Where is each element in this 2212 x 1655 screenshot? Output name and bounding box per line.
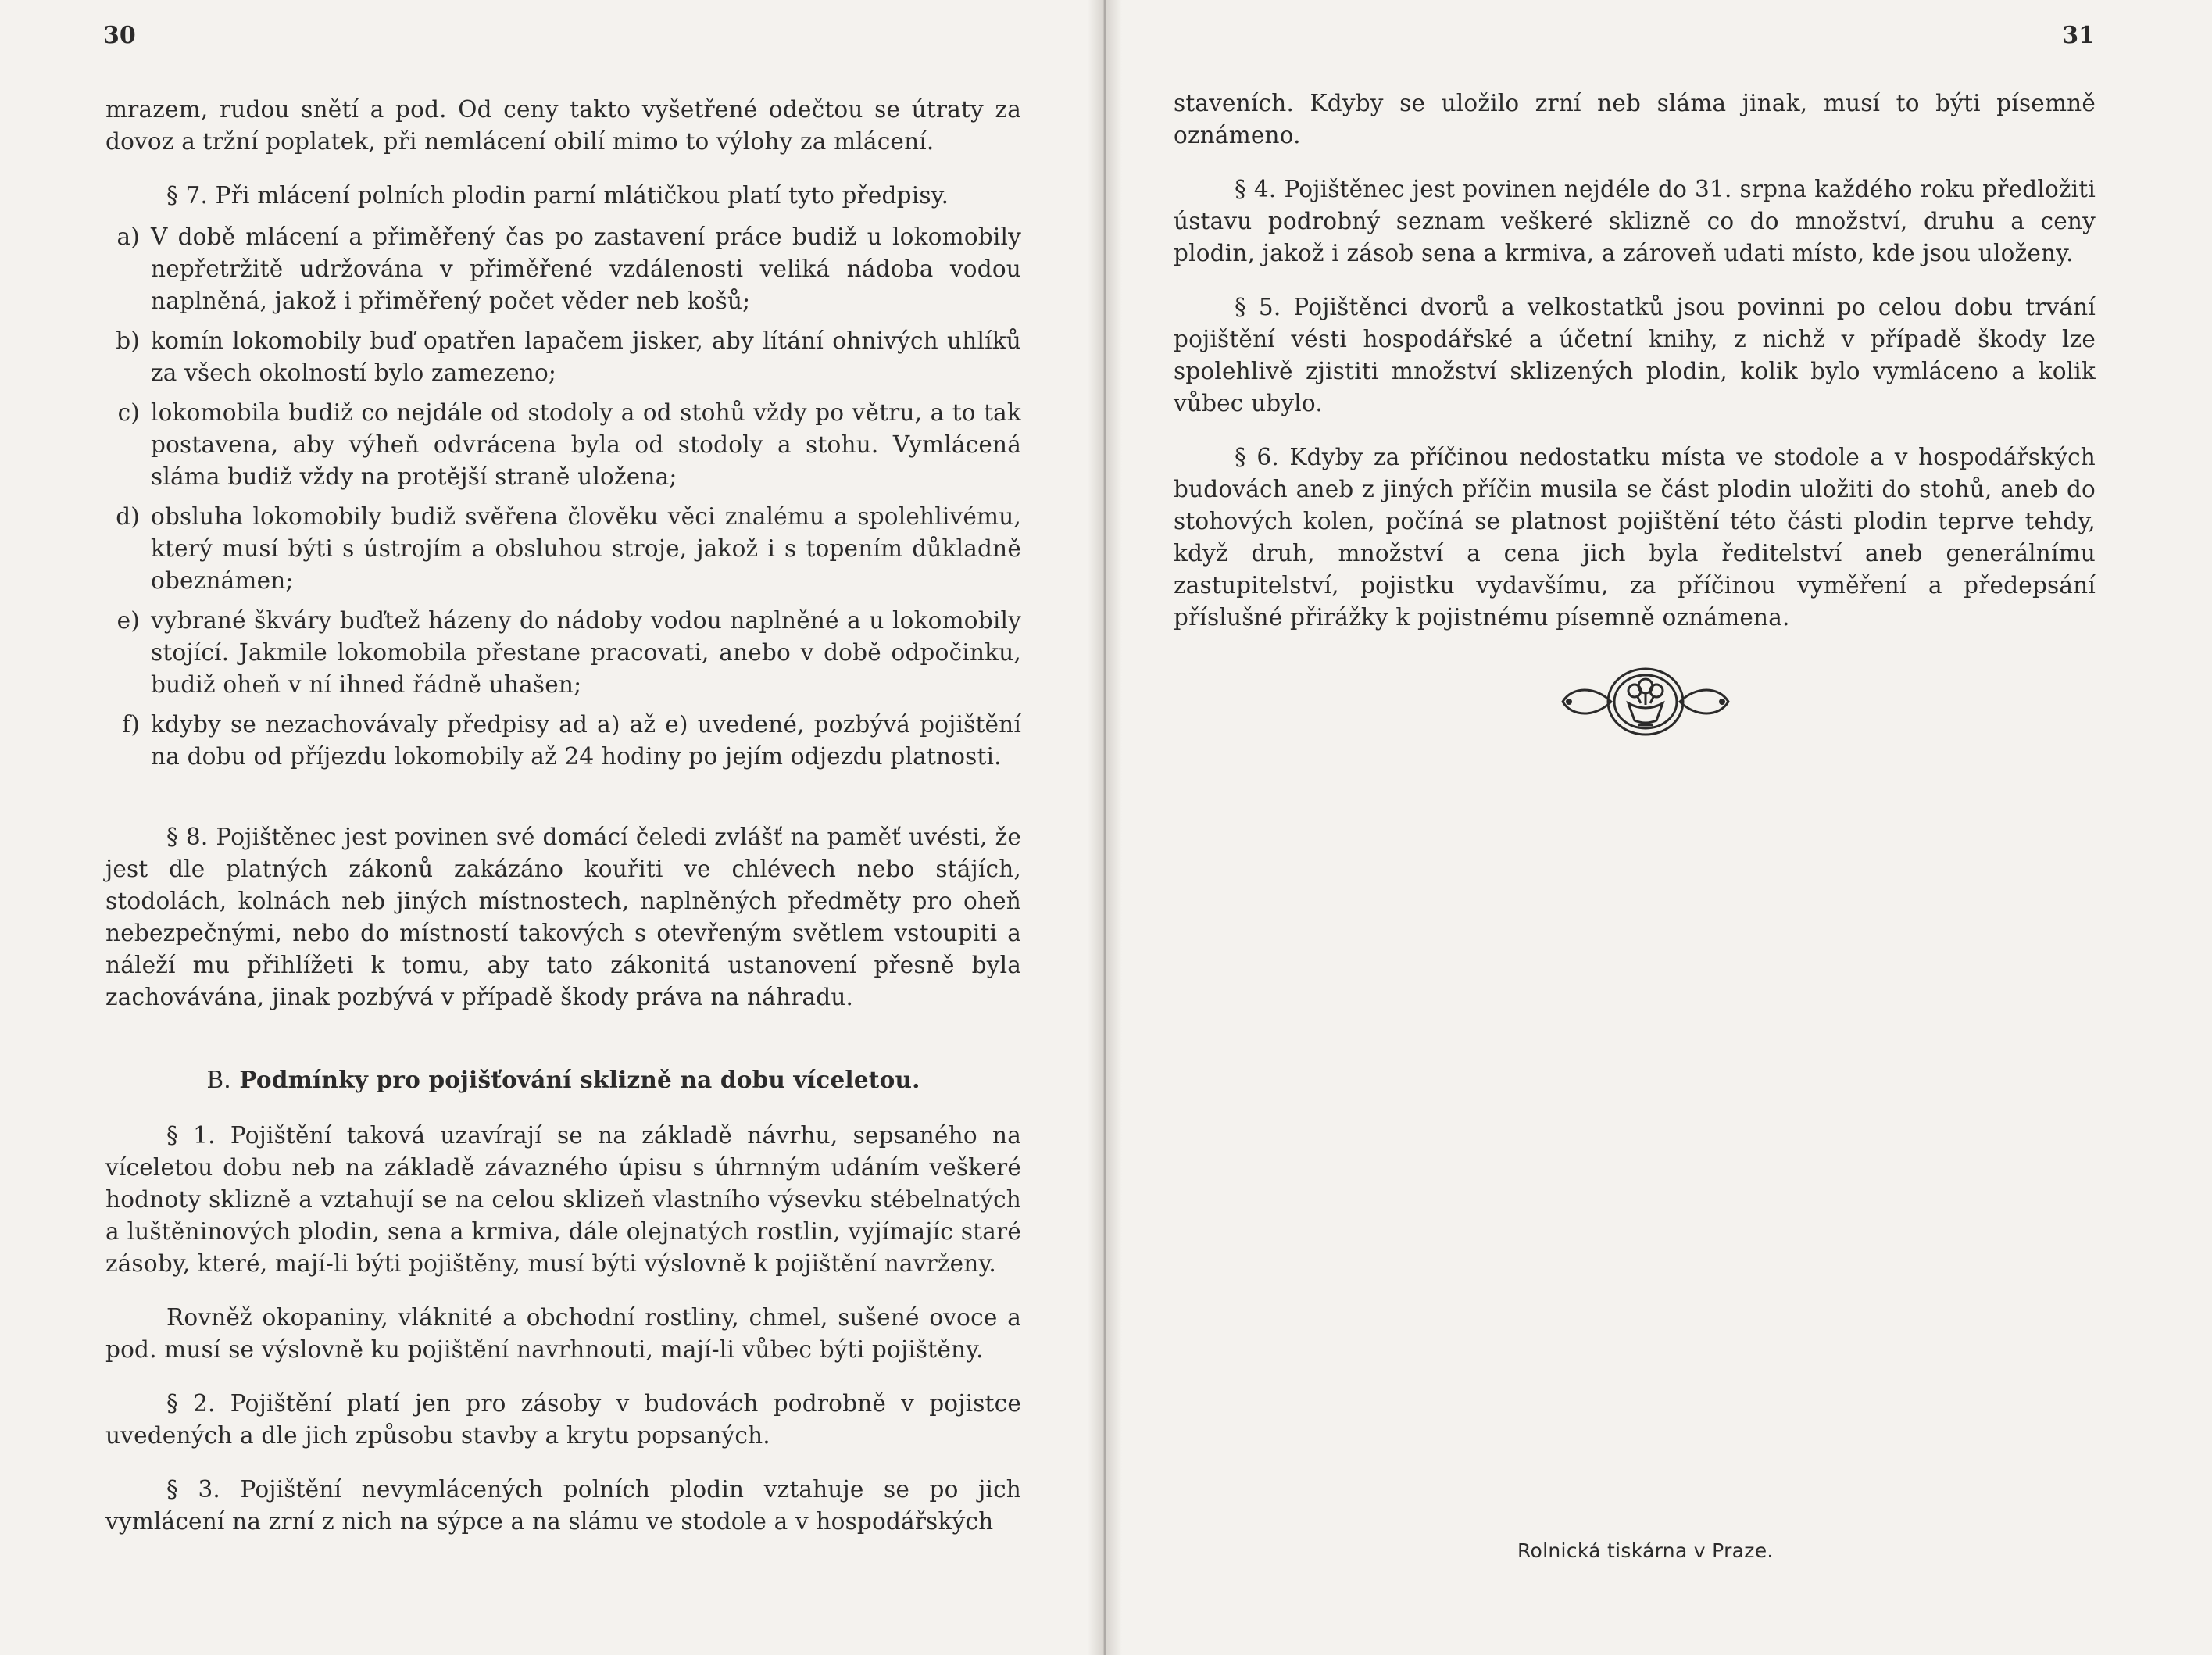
printer-imprint: Rolnická tiskárna v Praze. [1517,1539,1774,1562]
page-number-left: 30 [103,22,136,49]
paragraph-6: § 6. Kdyby za příčinou nedostatku místa ve stodole a v hospodářských budovách aneb z jiných příčin musila se část plodin uložiti do stohů, aneb do stohových kolen, počíná se platnost pojištění této části plodin teprve tehdy, když druh, množství a cena jich byla ředitelství aneb generálnímu zastupitelství, pojistku vydavšímu, za příčinou vyměření a předepsání příslušné přirážky k pojistnému písemně oznámena. [1174,444,2096,631]
list-item-mark: b) [116,327,140,354]
list-item-mark: c) [117,399,140,426]
paragraph-b-3: § 3. Pojištění nevymlácených polních plodin vztahuje se po jich vymlácení na zrní z nich na sýpce a na slámu ve stodole a v hospodářských [105,1476,1021,1535]
book-gutter [1088,0,1122,1655]
section-heading [105,1063,1021,1096]
list-item-mark: d) [116,503,140,530]
paragraph-4: § 4. Pojištěnec jest povinen nejdéle do 31. srpna každého roku předložiti ústavu podrobný seznam veškeré sklizně co do množství, druhu a ceny plodin, jakož i zásob sena a krmiva, a zároveň udati místo, kde jsou uloženy. [1174,176,2096,266]
left-page [0,0,1103,1655]
list-item-text: komín lokomobily buď opatřen lapačem jisker, aby lítání ohnivých uhlíků za všech okolností bylo zamezeno; [151,327,1021,386]
list-item-mark: f) [122,711,140,738]
list-item [105,221,1021,317]
list-item [105,325,1021,389]
paragraph-continuation: mrazem, rudou snětí a pod. Od ceny takto vyšetřené odečtou se útraty za dovoz a tržní poplatek, při nemlácení obilí mimo to výlohy za mlácení. [105,96,1021,155]
list-item-text: obsluha lokomobily budiž svěřena člověku věci znalému a spolehlivému, který musí býti s ústrojím a obsluhou stroje, jakož i s topením důkladně obeznámen; [151,503,1021,594]
paragraph-b-2: § 2. Pojištění platí jen pro zásoby v budovách podrobně v pojistce uvedených a dle jich způsobu stavby a krytu popsaných. [105,1390,1021,1449]
left-page-text [105,94,1021,1538]
paragraph-b-1-cont: Rovněž okopaniny, vláknité a obchodní rostliny, chmel, sušené ovoce a pod. musí se výslovně ku pojištění navrhnouti, mají-li vůbec býti pojištěny. [105,1304,1021,1363]
section-heading-prefix: B. [206,1067,231,1093]
list-item [105,605,1021,701]
list-item [105,397,1021,493]
paragraph-8: § 8. Pojištěnec jest povinen své domácí čeledi zvlášť na paměť uvésti, že jest dle platných zákonů zakázáno kouřiti ve chlévech nebo stájích, stodolách, kolnách neb jiných místnostech, naplněných předměty pro oheň nebezpečnými, nebo do místností takových s otevřeným světlem vstoupiti a náleží mu přihlížeti k tomu, aby tato zákonitá ustanovení přesně byla zachovávána, jinak pozbývá v případě škody práva na náhradu. [105,824,1021,1010]
list-item-text: kdyby se nezachovávaly předpisy ad a) až e) uvedené, pozbývá pojištění na dobu od příjezdu lokomobily až 24 hodiny po jejím odjezdu platnosti. [151,711,1021,770]
list-item [105,709,1021,773]
right-page-text [1174,88,2096,634]
list-item-text: V době mlácení a přiměřený čas po zastavení práce budiž u lokomobily nepřetržitě udržována v přiměřené vzdálenosti veliká nádoba vodou naplněná, jakož i přiměřený počet věder neb košů; [151,223,1021,314]
paragraph-b-1: § 1. Pojištění taková uzavírají se na základě návrhu, sepsaného na víceletou dobu neb na základě závazného úpisu s úhrnným udáním veškeré hodnoty sklizně a vztahují se na celou sklizeň vlastního výsevku stébelnatých a luštěninových plodin, sena a krmiva, dále olejnatých rostlin, vyjímajíc staré zásoby, které, mají-li býti pojištěny, musí býti výslovně k pojištění navrženy. [105,1122,1021,1277]
right-page [1103,0,2212,1655]
page-number-right: 31 [2062,22,2095,49]
paragraph-5: § 5. Pojištěnci dvorů a velkostatků jsou povinni po celou dobu trvání pojištění vésti hospodářské a účetní knihy, z nichž v případě škody lze spolehlivě zjistiti množství sklizených plodin, kolik bylo vymláceno a kolik vůbec ubylo. [1174,294,2096,416]
list-item-text: vybrané škváry buďtež házeny do nádoby vodou naplněné a u lokomobily stojící. Jakmile lokomobila přestane pracovati, anebo v době odpočinku, budiž oheň v ní ihned řádně uhašen; [151,607,1021,698]
list-item [105,501,1021,597]
paragraph-continuation: staveních. Kdyby se uložilo zrní neb sláma jinak, musí to býti písemně oznámeno. [1174,90,2096,148]
list-item-mark: a) [116,223,140,250]
floral-vase-ornament-icon [1556,663,1735,741]
section-heading-title: Podmínky pro pojišťování sklizně na dobu víceletou. [239,1066,920,1093]
list-item-text: lokomobila budiž co nejdále od stodoly a od stohů vždy po větru, a to tak postavena, aby výheň odvrácena byla od stodoly a stohu. Vymlácená sláma budiž vždy na protější straně uložena; [151,399,1021,490]
paragraph-7: § 7. Při mlácení polních plodin parní mlátičkou platí tyto předpisy. [166,182,949,209]
rules-list [105,221,1021,773]
list-item-mark: e) [116,607,140,634]
